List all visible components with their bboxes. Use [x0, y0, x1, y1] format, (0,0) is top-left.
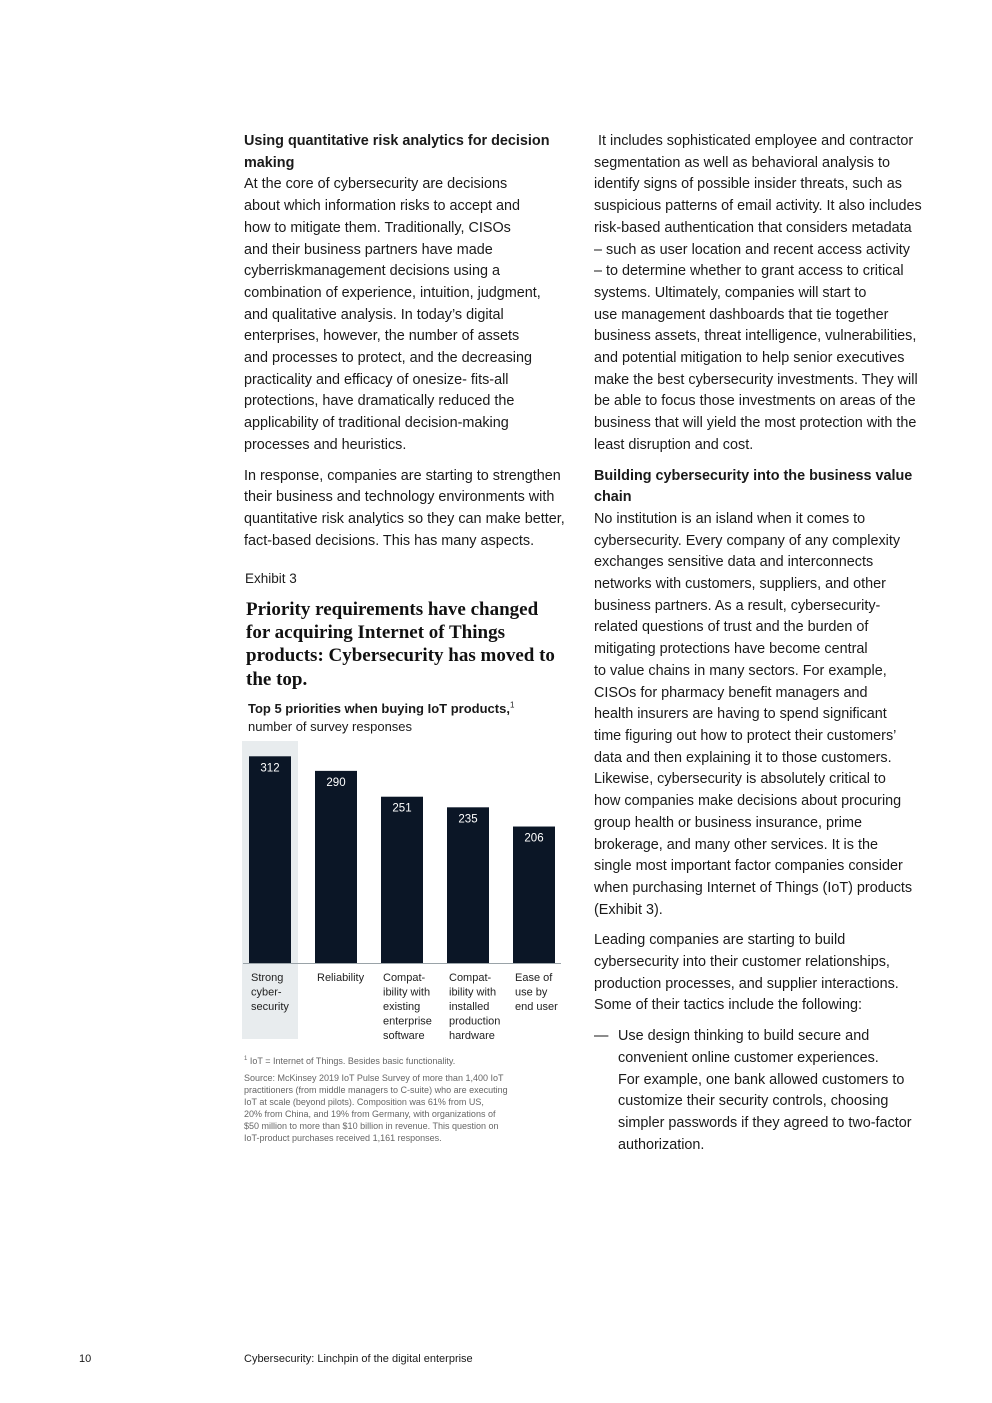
bar	[447, 807, 489, 963]
category-label: Ease of	[515, 972, 553, 984]
text-line: their business and technology environments with	[244, 489, 555, 506]
text-line: fact-based decisions. This has many aspects.	[244, 532, 535, 549]
title-line: Priority requirements have changed	[246, 599, 539, 620]
footer-title: Cybersecurity: Linchpin of the digital enterprise	[244, 1353, 473, 1365]
heading-line: chain	[594, 489, 632, 506]
text-line: and potential mitigation to help senior executives	[594, 350, 905, 367]
category-label: Strong	[251, 972, 284, 984]
source-line: practitioners (from middle managers to C-suite) who are executing	[244, 1085, 508, 1095]
category-label: installed	[449, 1001, 490, 1013]
text-line: and qualitative analysis. In today’s digital	[244, 306, 504, 323]
text-line: – to determine whether to grant access to critical	[594, 263, 904, 280]
text-line: applicability of traditional decision-making	[244, 415, 509, 432]
text-line: how companies make decisions about procuring	[594, 793, 902, 810]
right-column	[594, 131, 930, 1156]
text-line: single most important factor companies consider	[594, 858, 903, 875]
bullet-dash: —	[594, 1028, 609, 1045]
text-line: cybersecurity into their customer relationships,	[594, 954, 890, 971]
text-line: time figuring out how to protect their customers’	[594, 727, 897, 744]
category-label: use by	[515, 986, 548, 999]
category-label: production	[449, 1015, 501, 1028]
footnote-marker: 1	[244, 1056, 248, 1062]
category-label: enterprise	[383, 1015, 432, 1028]
bar-value-label: 235	[458, 813, 478, 826]
bar-chart	[243, 741, 565, 1041]
title-line: the top.	[246, 668, 308, 690]
text-line: Use design thinking to build secure and	[618, 1028, 870, 1045]
text-line: simpler passwords if they agreed to two-factor	[618, 1114, 912, 1131]
text-line: networks with customers, suppliers, and other	[594, 576, 886, 593]
text-line: For example, one bank allowed customers to	[618, 1071, 905, 1088]
bar	[315, 771, 357, 963]
body-paragraph	[594, 131, 930, 457]
text-line: brokerage, and many other services. It is the	[594, 836, 878, 853]
bar	[381, 797, 423, 963]
title-line: products: Cybersecurity has moved to	[246, 645, 555, 667]
bar-value-label: 251	[392, 802, 412, 815]
text-line: exchanges sensitive data and interconnects	[594, 554, 874, 571]
chart-title: Top 5 priorities when buying IoT products,	[248, 701, 510, 716]
body-paragraph	[244, 174, 580, 456]
text-line: least disruption and cost.	[594, 436, 754, 453]
heading-line: making	[244, 154, 295, 171]
text-line: and their business partners have made	[244, 241, 493, 258]
category-label: ibility with	[449, 986, 497, 999]
text-line: data and then explaining it to those customers.	[594, 749, 892, 766]
chart-heading	[248, 700, 514, 736]
text-line: protections, have dramatically reduced the	[244, 393, 515, 410]
footnote-text: IoT = Internet of Things. Besides basic functionality.	[249, 1056, 456, 1066]
text-line: Likewise, cybersecurity is absolutely critical to	[594, 771, 886, 788]
bullet-item	[594, 1026, 930, 1156]
body-paragraph	[594, 509, 930, 921]
text-line: customize their security controls, choosing	[618, 1093, 889, 1110]
text-line: business partners. As a result, cybersecurity-	[594, 597, 881, 614]
text-line: identify signs of possible insider threats, such as	[594, 176, 902, 193]
heading-line: Building cybersecurity into the business value	[594, 467, 913, 484]
text-line: how to mitigate them. Traditionally, CISOs	[244, 219, 511, 236]
text-line: CISOs for pharmacy benefit managers and	[594, 684, 868, 701]
text-line: enterprises, however, the number of assets	[244, 328, 520, 345]
category-label: end user	[515, 1001, 558, 1013]
bar	[249, 756, 291, 963]
text-line: business that will yield the most protection with the	[594, 415, 917, 432]
text-line: convenient online customer experiences.	[618, 1049, 879, 1066]
text-line: when purchasing Internet of Things (IoT) products	[594, 879, 913, 896]
title-line: for acquiring Internet of Things	[246, 622, 505, 644]
text-line: Leading companies are starting to build	[594, 932, 846, 949]
category-label: Compat-	[383, 972, 426, 984]
bar-value-label: 312	[260, 762, 280, 775]
chart-title-footnote-ref: 1	[509, 700, 515, 710]
bullet-text	[618, 1026, 912, 1156]
text-line: be able to focus those investments on areas of the	[594, 393, 916, 410]
text-line: In response, companies are starting to strengthen	[244, 467, 561, 484]
text-line: risk-based authentication that considers metadata	[594, 219, 912, 236]
text-line: mitigating protections have become central	[594, 641, 868, 658]
source-note	[244, 1072, 574, 1144]
text-line: No institution is an island when it comes to	[594, 510, 866, 527]
text-line: authorization.	[618, 1136, 705, 1153]
chart-subtitle: number of survey responses	[248, 719, 413, 734]
category-label: ibility with	[383, 986, 431, 999]
source-line: Source: McKinsey 2019 IoT Pulse Survey of more than 1,400 IoT	[244, 1073, 504, 1083]
category-label: Compat-	[449, 972, 492, 984]
text-line: combination of experience, intuition, judgment,	[244, 284, 541, 301]
category-label: hardware	[449, 1030, 495, 1042]
category-label: Reliability	[317, 972, 365, 984]
bar-value-label: 206	[524, 832, 544, 845]
body-paragraph	[244, 466, 580, 553]
text-line: Some of their tactics include the following:	[594, 997, 862, 1014]
source-line: IoT at scale (beyond pilots). Composition was 61% from US,	[244, 1097, 484, 1107]
page-number: 10	[79, 1353, 92, 1365]
body-paragraph	[594, 930, 930, 1017]
heading-line: Using quantitative risk analytics for decision	[244, 133, 550, 149]
bar-value-label: 290	[326, 776, 346, 789]
text-line: At the core of cybersecurity are decisions	[244, 176, 508, 193]
text-line: cybersecurity. Every company of any complexity	[594, 532, 901, 549]
text-line: systems. Ultimately, companies will start to	[594, 284, 867, 301]
section-heading-quant-risk	[244, 131, 580, 174]
chart-footnotes	[244, 1055, 574, 1144]
text-line: processes and heuristics.	[244, 436, 407, 453]
text-line: (Exhibit 3).	[594, 901, 663, 918]
section-heading-value-chain	[594, 466, 930, 509]
source-line: IoT-product purchases received 1,161 responses.	[244, 1133, 442, 1143]
text-line: practicality and efficacy of onesize- fits-all	[244, 371, 509, 388]
text-line: to value chains in many sectors. For example,	[594, 662, 887, 679]
text-line: and processes to protect, and the decreasing	[244, 350, 532, 367]
footnote	[244, 1055, 574, 1067]
text-line: It includes sophisticated employee and contractor	[594, 133, 914, 149]
category-label: cyber-	[251, 986, 282, 999]
text-line: cyberriskmanagement decisions using a	[244, 263, 500, 280]
text-line: production processes, and supplier interactions.	[594, 975, 899, 992]
text-line: health insurers are having to spend significant	[594, 706, 887, 723]
bar	[513, 827, 555, 963]
text-line: make the best cybersecurity investments. They will	[594, 371, 918, 388]
category-label: software	[383, 1030, 425, 1042]
text-line: about which information risks to accept and	[244, 198, 520, 215]
category-label: security	[251, 1001, 289, 1013]
text-line: segmentation as well as behavioral analysis to	[594, 154, 890, 171]
category-label: existing	[383, 1001, 421, 1013]
source-line: $50 million to more than $10 billion in revenue. This question on	[244, 1121, 499, 1131]
left-column	[244, 131, 580, 552]
exhibit-label: Exhibit 3	[245, 571, 297, 586]
text-line: business assets, threat intelligence, vulnerabilities,	[594, 328, 917, 345]
exhibit-title	[246, 598, 566, 691]
text-line: – such as user location and recent access activity	[594, 241, 910, 258]
text-line: group health or business insurance, prime	[594, 814, 862, 831]
text-line: suspicious patterns of email activity. It also includes	[594, 198, 922, 215]
source-line: 20% from China, and 19% from Germany, with organizations of	[244, 1109, 496, 1119]
text-line: related questions of trust and the burden of	[594, 619, 869, 636]
text-line: use management dashboards that tie together	[594, 306, 889, 323]
text-line: quantitative risk analytics so they can make better,	[244, 510, 565, 527]
